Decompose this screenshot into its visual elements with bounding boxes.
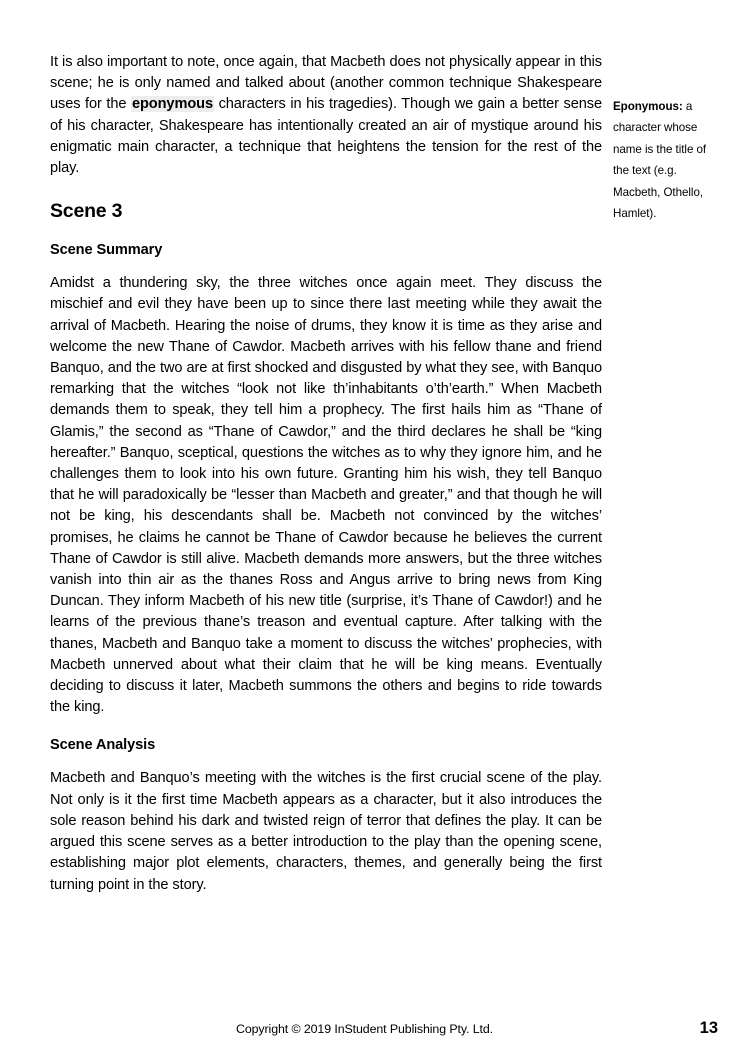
scene-summary-paragraph: Amidst a thundering sky, the three witches once again meet. They discuss the mischief and evil they have been up to since there last meeting while they await the arrival of Macbeth. Hearing the noise of drums, they know it is time as they arise and welcome the new Thane of Cawdor. Macbeth arrives with his fellow thane and friend Banquo, and the two are at first shocked and disgusted by what they see, with Banquo remarking that the witches “look not like th’inhabitants o’th’earth.” When Macbeth demands them to speak, they tell him a prophecy. The first hails him as “Thane of Glamis,” the second as “Thane of Cawdor,” and the third declares he shall be “king hereafter.” Banquo, sceptical, questions the witches as to why they ignore him, and he challenges them to look into his own future. Granting him his wish, they tell Banquo that he will paradoxically be “lesser than Macbeth and greater,” and that though he will not be king, his descendants shall be. Macbeth not convinced by the witches’ promises, he claims he cannot be Thane of Cawdor because he believes the current Thane of Cawdor is still alive. Macbeth demands more answers, but the three witches vanish into thin air as the thanes Ross and Angus arrive to bring news from King Duncan. They inform Macbeth of his new title (surprise, it’s Thane of Cawdor!) and he learns of the previous thane’s treason and eventual capture. After talking with the thanes, Macbeth and Banquo take a moment to discuss the witches’ prophecies, with Macbeth unnerved about what their claim that he will be king means. Eventually deciding to discuss it later, Macbeth summons the others and begins to ride towards the king. — [50, 275, 602, 716]
page-footer — [0, 1020, 750, 1042]
copyright-notice: Copyright © 2019 InStudent Publishing Pty. Ltd. — [236, 1022, 493, 1036]
scene-summary-heading: Scene Summary — [50, 242, 163, 259]
intro-text-before-term: It is also important to note, once again, that Macbeth does not physically appear in this scene; he is only named and talked about (another common technique Shakespeare uses for the — [50, 54, 602, 113]
scene-heading: Scene 3 — [50, 200, 123, 223]
page-number: 13 — [699, 1019, 718, 1037]
intro-paragraph — [50, 52, 602, 179]
definition-term: Eponymous: — [613, 100, 683, 113]
margin-definition-note — [613, 96, 717, 224]
intro-text-after-term: characters in his tragedies). Though we gain a better sense of his character, Shakespeare has intentionally created an air of mystique around his enigmatic main character, a technique that heightens the tension for the rest of the play. — [50, 96, 602, 177]
scene-analysis-paragraph: Macbeth and Banquo’s meeting with the witches is the first crucial scene of the play. Not only is it the first time Macbeth appears as a character, but it also introduces the sole reason behind his dark and twisted reign of terror that defines the play. It can be argued this scene serves as a better introduction to the play than the opening scene, establishing major plot elements, characters, themes, and generally being the first turning point in the story. — [50, 770, 602, 893]
scene-analysis-heading: Scene Analysis — [50, 737, 156, 754]
main-text-column — [50, 52, 602, 896]
definition-text: a character whose name is the title of the text (e.g. Macbeth, Othello, Hamlet). — [613, 100, 707, 221]
eponymous-term-highlight: eponymous — [131, 96, 213, 113]
